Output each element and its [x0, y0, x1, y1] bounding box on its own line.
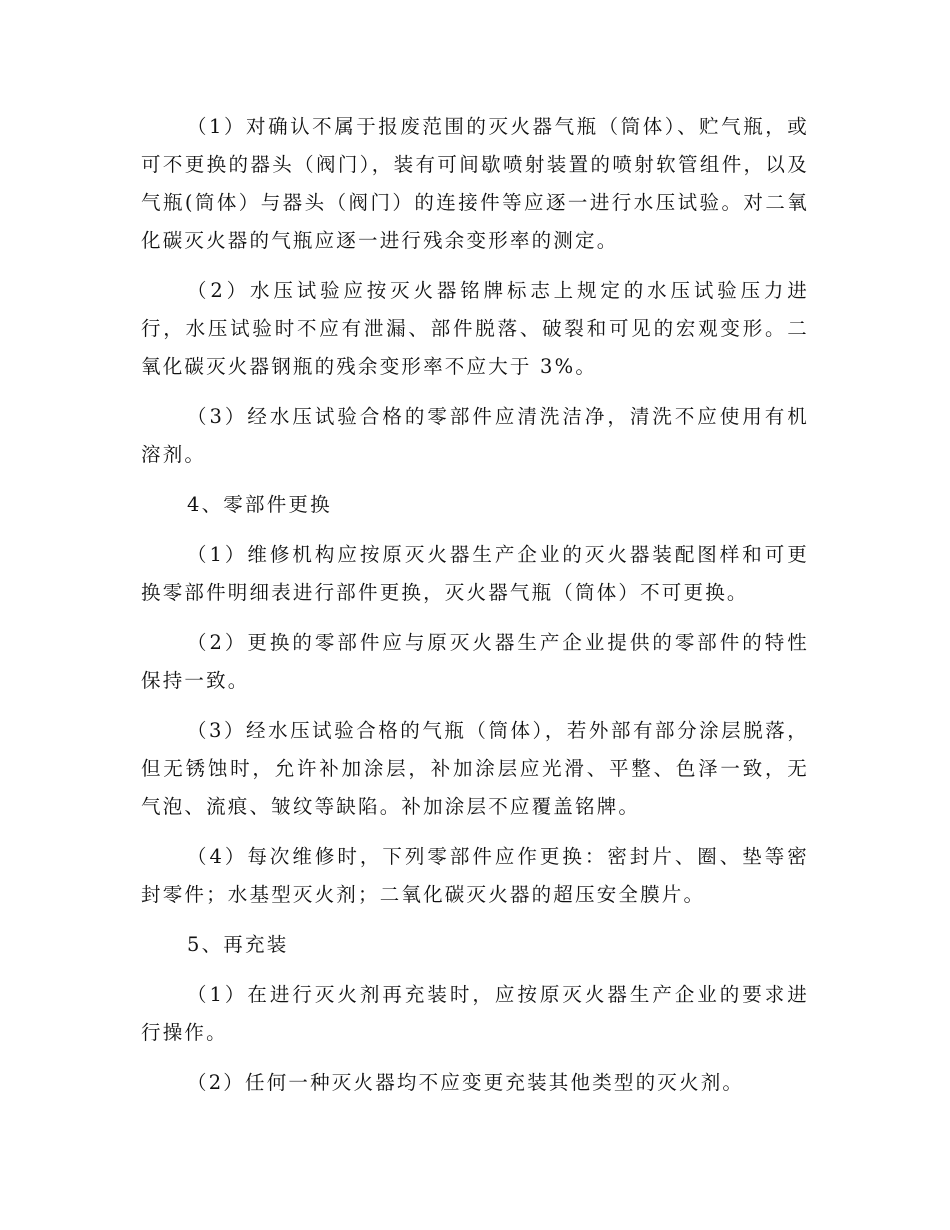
paragraph-hydro-test-pressure: （2）水压试验应按灭火器铭牌标志上规定的水压试验压力进行，水压试验时不应有泄漏、部件脱落、破裂和可见的宏观变形。二氧化碳灭火器钢瓶的残余变形率不应大于 3%。 [141, 279, 809, 378]
paragraph-cleaning: （3）经水压试验合格的零部件应清洗洁净，清洗不应使用有机溶剂。 [141, 405, 809, 466]
paragraph-refill-agent-type: （2）任何一种灭火器均不应变更充装其他类型的灭火剂。 [187, 1071, 745, 1094]
paragraph-replacement-consistency: （2）更换的零部件应与原灭火器生产企业提供的零部件的特性保持一致。 [141, 631, 809, 692]
section-heading-refill: 5、再充装 [187, 933, 289, 956]
paragraph-mandatory-replacement: （4）每次维修时，下列零部件应作更换：密封片、圈、垫等密封零件；水基型灭火剂；二氧化碳灭火器的超压安全膜片。 [141, 845, 809, 906]
section-heading-parts-replacement: 4、零部件更换 [187, 493, 332, 516]
paragraph-hydro-test-scope: （1）对确认不属于报废范围的灭火器气瓶（筒体）、贮气瓶，或可不更换的器头（阀门），装有可间歇喷射装置的喷射软管组件，以及气瓶(筒体）与器头（阀门）的连接件等应逐一进行水压试验。对二氧化碳灭火器的气瓶应逐一进行残余变形率的测定。 [141, 115, 809, 252]
document-body [141, 108, 809, 1114]
paragraph-replacement-basis: （1）维修机构应按原灭火器生产企业的灭火器装配图样和可更换零部件明细表进行部件更换，灭火器气瓶（筒体）不可更换。 [141, 543, 809, 604]
paragraph-coating: （3）经水压试验合格的气瓶（筒体），若外部有部分涂层脱落，但无锈蚀时，允许补加涂层，补加涂层应光滑、平整、色泽一致，无气泡、流痕、皱纹等缺陷。补加涂层不应覆盖铭牌。 [141, 719, 809, 818]
paragraph-refill-procedure: （1）在进行灭火剂再充装时，应按原灭火器生产企业的要求进行操作。 [141, 983, 809, 1044]
